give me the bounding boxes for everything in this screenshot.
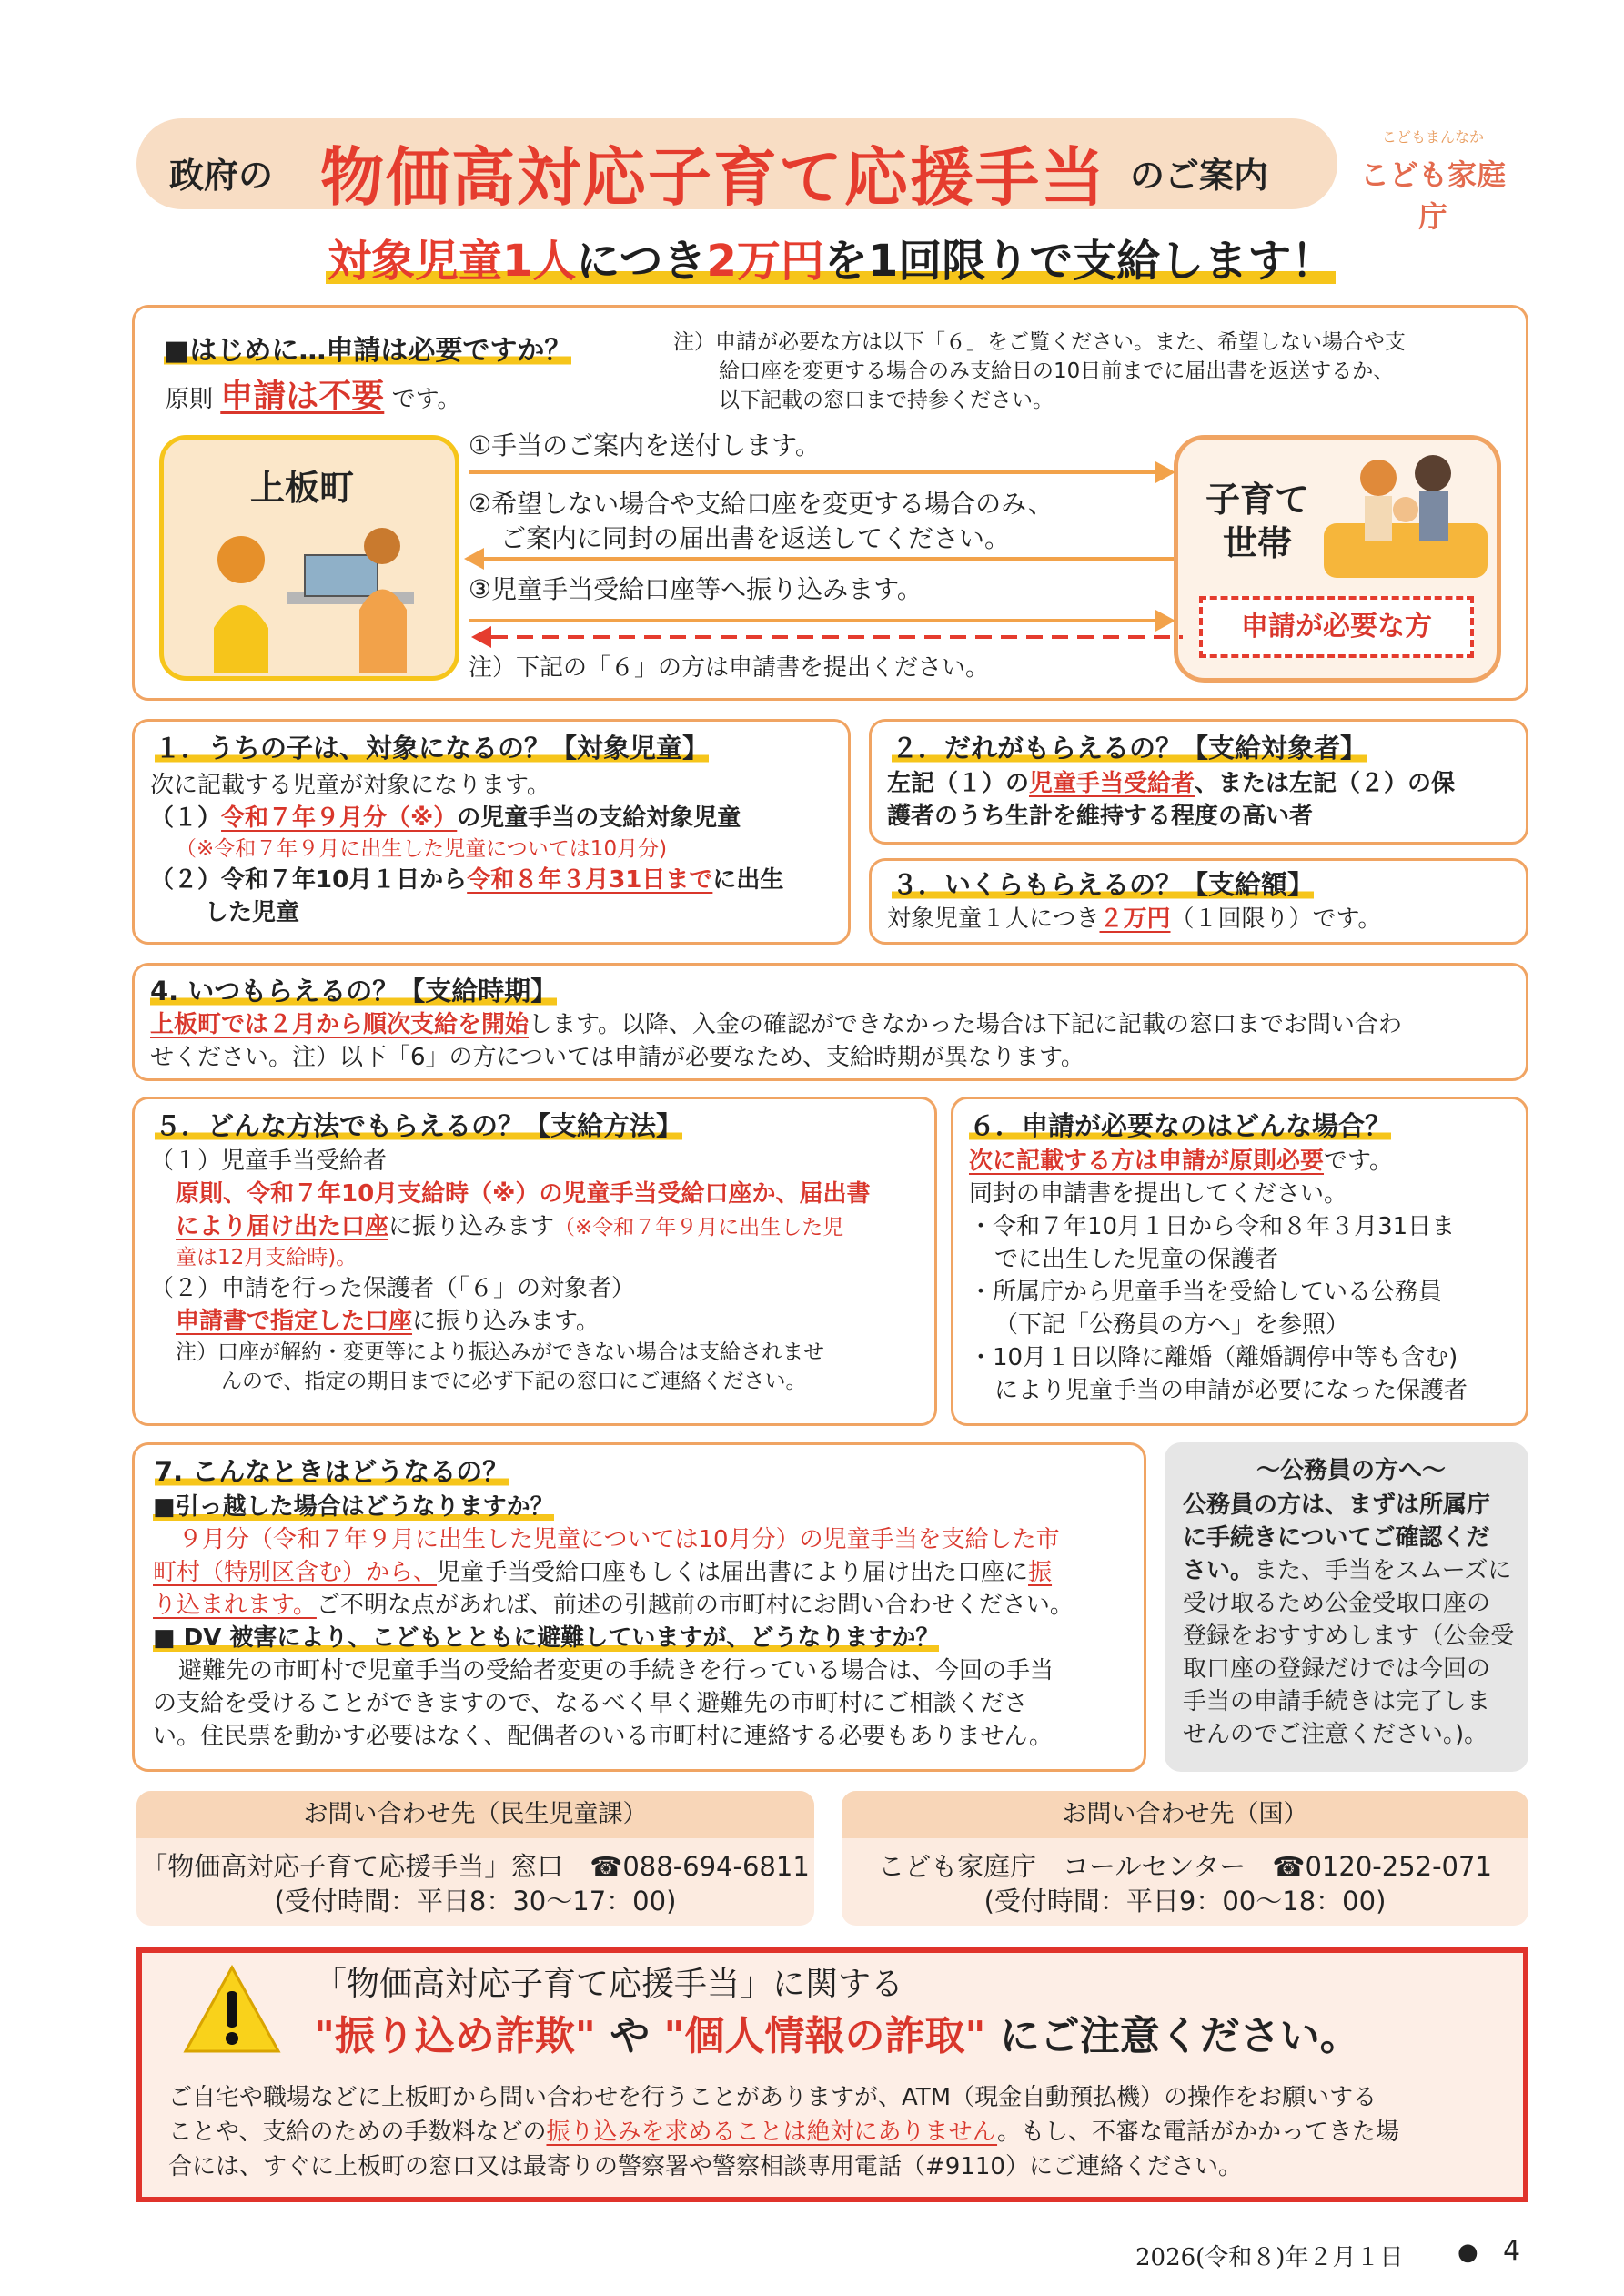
civil-servant-title: ～公務員の方へ～ xyxy=(1256,1457,1446,1484)
contact-national-head: お問い合わせ先（国） xyxy=(842,1791,1528,1838)
subtitle: 対象児童1人につき2万円を1回限りで支給します！ xyxy=(328,236,1336,287)
warning-line-1: 「物価高対応子育て応援手当」に関する xyxy=(314,1966,904,2003)
intro-principle: 原則 申請は不要 です。 xyxy=(166,378,461,415)
arrow-head-3 xyxy=(1155,610,1175,632)
household-label: 子育て 世帯 xyxy=(1205,480,1310,563)
arrow-head-2 xyxy=(464,548,484,570)
warning-line-2: "振り込め詐欺" や "個人情報の詐取" にご注意ください。 xyxy=(314,2013,1360,2059)
section-5-body: （１）児童手当受給者 原則、令和７年10月支給時（※）の児童手当受給口座か、届出書 により届け出た口座に振り込みます（※令和７年９月に出生した児 童は12月支給時)。 （２）申請を行った保護者（「６」の対象者） 申請書で指定した口座に振り込みます。 注）口座が解約・変更等により振込みができない場合は支給されませ んので、指定の期日までに必ず下記の窓口にご連絡ください。 xyxy=(150,1148,871,1393)
section-2-body: 左記（１）の児童手当受給者、または左記（２）の保 護者のうち生計を維持する程度の高い者 xyxy=(887,770,1456,830)
warning-icon xyxy=(182,1964,282,2055)
logo-text: こども家庭庁 xyxy=(1359,157,1506,234)
section-1-title: １．うちの子は、対象になるの？【対象児童】 xyxy=(155,728,709,765)
section-3-body: 対象児童１人につき２万円（１回限り）です。 xyxy=(887,905,1382,933)
step-3: ③児童手当受給口座等へ振り込みます。 xyxy=(469,574,923,604)
section-4-title: 4. いつもらえるの？【支給時期】 xyxy=(150,971,557,1008)
step-2: ②希望しない場合や支給口座を変更する場合のみ、 ご案内に同封の届出書を返送してください。 xyxy=(469,489,1054,553)
step-4: 注）下記の「６」の方は申請書を提出ください。 xyxy=(469,654,990,682)
section-6-body: 次に記載する方は申請が原則必要です。 同封の申請書を提出してください。 ・令和７年10月１日から令和８年３月31日ま でに出生した児童の保護者 ・所属庁から児童手当を受給している公務員 （下記「公務員の方へ」を参照） ・10月１日以降に離婚（離婚調停中等も含む) により児童手当の申請が必要になった保護者 xyxy=(969,1148,1468,1404)
issue-date: 2026(令和８)年２月１日 xyxy=(1135,2244,1404,2271)
intro-title: ■はじめに…申請は必要ですか？ xyxy=(164,328,571,368)
banner-prefix: 政府の xyxy=(169,156,274,196)
banner-title: 物価高対応子育て応援手当 xyxy=(320,140,1106,215)
arrow-head-1 xyxy=(1155,461,1175,483)
section-5-title: ５．どんな方法でもらえるの？【支給方法】 xyxy=(155,1106,682,1143)
intro-note: 注）申請が必要な方は以下「６」をご覧ください。また、希望しない場合や支 給口座を変更する場合のみ支給日の10日前までに届出書を返送するか、 以下記載の窓口まで持参ください。 xyxy=(673,330,1406,412)
town-label: 上板町 xyxy=(250,468,355,508)
arrow-left-2 xyxy=(482,557,1174,561)
section-2-title: ２．だれがもらえるの？【支給対象者】 xyxy=(892,728,1367,765)
section-1-body: 次に記載する児童が対象になります。 （１）令和７年９月分（※）の児童手当の支給対象児童 （※令和７年９月に出生した児童については10月分) （２）令和７年10月１日から令和８年３月31日までに出生 した児童 xyxy=(150,772,784,926)
civil-servant-body: 公務員の方は、まずは所属庁 に手続きについてご確認くだ さい。また、手当をスムーズに 受け取るため公金受取口座の 登録をおすすめします（公金受 取口座の登録だけでは今回の 手当の申請手続きは完了しま せんのでご注意ください。)。 xyxy=(1183,1492,1515,1748)
contact-national-body: こども家庭庁 コールセンター ☎0120-252-071 (受付時間：平日9：00～18：00) xyxy=(878,1851,1492,1917)
section-4-body: 上板町では２月から順次支給を開始します。以降、入金の確認ができなかった場合は下記に記載の窓口までお問い合わ せください。注）以下「6」の方については申請が必要なため、支給時期が異なります。 xyxy=(150,1011,1402,1071)
contact-national xyxy=(842,1791,1528,1926)
warning-body: ご自宅や職場などに上板町から問い合わせを行うことがありますが、ATM（現金自動預払機）の操作をお願いする ことや、支給のための手数料などの振り込みを求めることは絶対にありません。もし、不審な電話がかかってきた場 合には、すぐに上板町の窓口又は最寄りの警察署や警察相談専用電話（#9110）にご連絡ください。 xyxy=(168,2084,1400,2180)
arrow-right-1 xyxy=(469,470,1160,474)
step-1: ①手当のご案内を送付します。 xyxy=(469,430,821,460)
staff-illustration xyxy=(196,519,432,673)
arrow-left-dashed xyxy=(491,635,1183,639)
banner-suffix: のご案内 xyxy=(1130,156,1269,196)
section-7-body: ■引っ越した場合はどうなりますか？ ９月分（令和７年９月に出生した児童については10月分）の児童手当を支給した市 町村（特別区含む）から、児童手当受給口座もしくは届出書により届け出た口座に振 り込まれます。ご不明な点があれば、前述の引越前の市町村にお問い合わせください。 ■ DV 被害により、こどもとともに避難していますが、どうなりますか？ 避難先の市町村で児童手当の受給者変更の手続きを行っている場合は、今回の手当 の支給を受けることができますので、なるべく早く避難先の市町村にご相談くださ い。住民票を動かす必要はなく、配偶者のいる市町村に連絡する必要もありません。 xyxy=(153,1491,1140,1753)
contact-local-body: 「物価高対応子育て応援手当」窓口 ☎088-694-6811 (受付時間：平日8：30～17：00) xyxy=(141,1851,810,1917)
section-7-title: 7. こんなときはどうなるの？ xyxy=(155,1451,509,1489)
arrow-right-3 xyxy=(469,619,1160,622)
need-apply-badge: 申請が必要な方 xyxy=(1199,596,1474,658)
logo-tagline: こどもまんなか xyxy=(1381,128,1484,146)
kodomo-agency-logo xyxy=(1347,126,1519,234)
page-number: 4 xyxy=(1503,2235,1521,2267)
arrow-head-4 xyxy=(471,626,491,648)
contact-local-head: お問い合わせ先（民生児童課） xyxy=(136,1791,814,1838)
bullet-dot: ● xyxy=(1458,2239,1478,2266)
section-3-title: ３．いくらもらえるの？【支給額】 xyxy=(892,865,1314,902)
family-illustration xyxy=(1315,450,1497,587)
section-6-title: ６．申請が必要なのはどんな場合？ xyxy=(969,1106,1391,1143)
contact-local xyxy=(136,1791,814,1926)
